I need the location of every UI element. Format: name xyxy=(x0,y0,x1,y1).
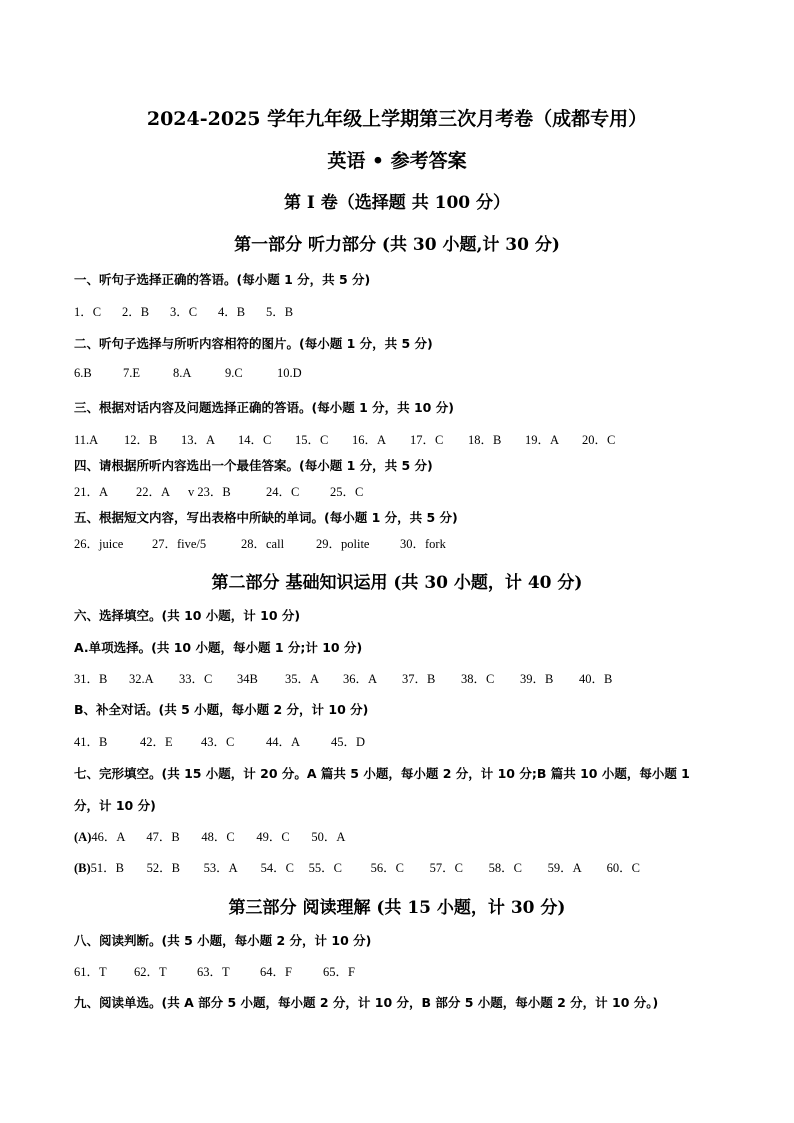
answer-item: 51．B xyxy=(90,861,125,875)
part3-heading: 第三部分 阅读理解 (共 15 小题，计 30 分) xyxy=(228,898,566,918)
answer-item: 21．A xyxy=(74,485,109,499)
answer-item: 22．A xyxy=(136,485,171,499)
section8-answers xyxy=(74,962,373,980)
section6a-label: A.单项选择。(共 10 小题，每小题 1 分;计 10 分) xyxy=(74,640,363,655)
answer-item: 43．C xyxy=(201,735,235,749)
answer-item: 40．B xyxy=(579,672,613,686)
answer-item: 42．E xyxy=(140,735,173,749)
answer-item: 29．polite xyxy=(316,537,370,551)
section7b-answers xyxy=(74,858,657,876)
answer-item: 47．B xyxy=(146,830,180,844)
answer-item: 26．juice xyxy=(74,537,124,551)
answer-item: 44．A xyxy=(266,735,301,749)
section9-label: 九、阅读单选。(共 A 部分 5 小题，每小题 2 分，计 10 分，B 部分 5 小题，每小题 2 分，计 10 分。) xyxy=(74,995,659,1010)
answer-item: 3．C xyxy=(170,305,198,319)
answer-item: 14．C xyxy=(238,433,272,447)
exam-title: 2024-2025 学年九年级上学期第三次月考卷（成都专用） xyxy=(146,108,648,130)
answer-item: 4．B xyxy=(218,305,246,319)
answer-item: 50．A xyxy=(311,830,346,844)
answer-item: 49．C xyxy=(256,830,290,844)
answer-item: 56．C xyxy=(370,861,405,875)
section7-label-line1: 七、完形填空。(共 15 小题，计 20 分。A 篇共 5 小题，每小题 2 分，计 10 分;B 篇共 10 小题，每小题 1 xyxy=(74,766,690,781)
answer-item: 12．B xyxy=(124,433,158,447)
answer-item: 6.B xyxy=(74,366,92,380)
answer-item: 64．F xyxy=(260,965,292,979)
part1-heading: 第一部分 听力部分 (共 30 小题,计 30 分) xyxy=(234,235,560,255)
answer-item: 36．A xyxy=(343,672,378,686)
answer-item: 65．F xyxy=(323,965,355,979)
answer-item: 57．C xyxy=(429,861,464,875)
answer-item: 20．C xyxy=(582,433,616,447)
answer-item: 2．B xyxy=(122,305,150,319)
answer-item: 32.A xyxy=(129,672,154,686)
answer-item: 13．A xyxy=(181,433,216,447)
section6b-label: B、补全对话。(共 5 小题，每小题 2 分，计 10 分) xyxy=(74,702,369,717)
answer-item: 39．B xyxy=(520,672,554,686)
answer-item: 60．C xyxy=(606,861,641,875)
answer-item: 63．T xyxy=(197,965,230,979)
answer-item: 45．D xyxy=(331,735,366,749)
answer-item: 19．A xyxy=(525,433,560,447)
section7a-answers xyxy=(74,827,361,845)
answer-item: 30．fork xyxy=(400,537,446,551)
section4-label: 四、请根据所听内容选出一个最佳答案。(每小题 1 分，共 5 分) xyxy=(74,458,433,473)
answer-item: 58．C xyxy=(488,861,523,875)
answer-item: 55．C xyxy=(308,861,343,875)
answer-item: 5．B xyxy=(266,305,294,319)
section3-answers xyxy=(74,430,632,448)
answer-item: 61．T xyxy=(74,965,107,979)
answer-item: 35．A xyxy=(285,672,320,686)
answer-item: 54．C xyxy=(260,861,295,875)
section5-label: 五、根据短文内容，写出表格中所缺的单词。(每小题 1 分，共 5 分) xyxy=(74,510,458,525)
answer-item: 46．A xyxy=(91,830,126,844)
answer-item: 28．call xyxy=(241,537,285,551)
section2-answers xyxy=(74,366,327,381)
answer-item: 41．B xyxy=(74,735,108,749)
section6-label: 六、选择填空。(共 10 小题，计 10 分) xyxy=(74,608,301,623)
answer-item: 37．B xyxy=(402,672,436,686)
section8-label: 八、阅读判断。(共 5 小题，每小题 2 分，计 10 分) xyxy=(74,933,372,948)
section6b-answers xyxy=(74,732,381,750)
section4-answers xyxy=(74,482,380,500)
section5-answers xyxy=(74,534,470,552)
answer-item: 16．A xyxy=(352,433,387,447)
answer-item: 27．five/5 xyxy=(152,537,207,551)
answer-item: 7.E xyxy=(123,366,141,380)
section3-label: 三、根据对话内容及问题选择正确的答语。(每小题 1 分，共 10 分) xyxy=(74,400,454,415)
answer-item: 25．C xyxy=(330,485,364,499)
volume-heading: 第 I 卷（选择题 共 100 分） xyxy=(283,193,511,213)
section1-answers xyxy=(74,302,314,320)
answer-item: 53．A xyxy=(203,861,238,875)
answer-item: 9.C xyxy=(225,366,243,380)
passage-b-prefix: (B) xyxy=(74,861,91,875)
answer-item: 24．C xyxy=(266,485,300,499)
answer-item: 18．B xyxy=(468,433,502,447)
answer-item: 15．C xyxy=(295,433,329,447)
section6a-answers xyxy=(74,669,629,687)
answer-item: 48．C xyxy=(201,830,235,844)
answer-item: v 23．B xyxy=(188,485,231,499)
answer-item: 10.D xyxy=(277,366,302,380)
passage-a-prefix: (A) xyxy=(74,830,92,844)
answer-item: 34B xyxy=(237,672,258,686)
answer-item: 8.A xyxy=(173,366,192,380)
answer-item: 59．A xyxy=(547,861,582,875)
exam-subtitle: 英语 • 参考答案 xyxy=(327,150,467,172)
answer-item: 33．C xyxy=(179,672,213,686)
section1-label: 一、听句子选择正确的答语。(每小题 1 分，共 5 分) xyxy=(74,272,371,287)
section7-label-line2: 分，计 10 分) xyxy=(74,798,156,813)
answer-item: 38．C xyxy=(461,672,495,686)
part2-heading: 第二部分 基础知识运用 (共 30 小题，计 40 分) xyxy=(211,573,583,593)
answer-item: 1．C xyxy=(74,305,102,319)
answer-item: 31．B xyxy=(74,672,108,686)
section2-label: 二、听句子选择与所听内容相符的图片。(每小题 1 分，共 5 分) xyxy=(74,336,433,351)
answer-item: 62．T xyxy=(134,965,167,979)
answer-item: 17．C xyxy=(410,433,444,447)
answer-item: 52．B xyxy=(146,861,181,875)
answer-item: 11.A xyxy=(74,433,99,447)
